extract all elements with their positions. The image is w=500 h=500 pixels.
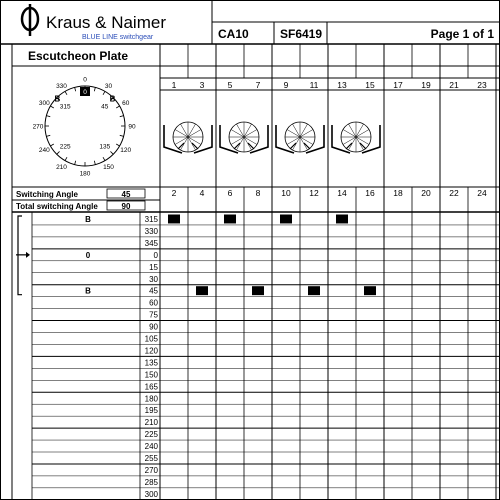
position-angle: 195 [144,406,158,416]
position-angle: 0 [153,250,158,260]
terminal-bottom-label: 2 [171,188,177,198]
contact-closed-mark [336,215,348,224]
contact-closed-mark [196,286,208,295]
switching-angle-value: 45 [121,190,131,199]
position-angle: 135 [144,358,158,368]
type-code: CA10 [218,27,249,41]
dial-position-label: B [54,94,61,104]
contact-closed-mark [224,215,236,224]
dial-inner-label: 315 [59,103,71,111]
contact-closed-mark [168,215,180,224]
dial-angle-label: 30 [104,82,113,90]
position-angle: 225 [144,430,158,440]
position-angle: 60 [149,298,158,308]
terminal-top-label: 17 [393,80,403,90]
cam-contact-symbol [164,122,212,153]
position-angle: 75 [149,310,158,320]
position-angle: 150 [144,370,158,380]
dial-angle-label: 300 [38,100,50,107]
terminal-top-label: 1 [171,80,177,90]
position-angle: 30 [149,274,158,284]
terminal-bottom-label: 14 [337,188,347,198]
page-indicator: Page 1 of 1 [430,27,494,41]
position-angle: 300 [144,489,158,499]
position-angle: 330 [144,226,158,236]
position-angle: 180 [144,394,158,404]
contact-closed-mark [364,286,376,295]
position-angle: 45 [149,286,158,296]
terminal-top-label: 21 [449,80,459,90]
total-angle-value: 90 [121,202,131,211]
dial-angle-label: 150 [103,164,114,172]
dial-inner-label: 135 [99,143,111,151]
position-angle: 210 [144,418,158,428]
terminal-bottom-label: 12 [309,188,319,198]
terminal-top-label: 15 [365,80,375,90]
terminal-bottom-label: 16 [365,188,375,198]
zero-position-arrowhead [26,252,30,258]
terminal-top-label: 7 [255,80,261,90]
drawing-number: SF6419 [280,27,323,41]
terminal-bottom-label: 18 [393,188,403,198]
position-angle: 240 [144,442,158,452]
dial-angle-label: 60 [122,100,130,107]
dial-angle-label: 180 [79,170,91,178]
terminal-top-label: 5 [227,80,233,90]
position-label: 0 [85,250,91,260]
brand-name: Kraus & Naimer [46,13,166,32]
dial-angle-label: 120 [120,147,132,154]
dial-position-label: B [109,94,116,104]
terminal-bottom-label: 6 [227,188,233,198]
cam-contact-symbol [220,122,268,153]
terminal-bottom-label: 22 [449,188,459,198]
position-angle: 345 [144,238,158,248]
contact-grid [16,44,500,500]
terminal-top-label: 23 [477,80,487,90]
terminal-top-label: 11 [309,80,319,90]
dial-angle-label: 210 [56,164,67,172]
position-label: B [85,215,91,224]
contact-closed-mark [252,286,264,295]
dial-inner-label: 225 [59,143,71,151]
dial-angle-label: 90 [128,123,136,131]
terminal-bottom-label: 4 [199,188,205,198]
escutcheon-dial [33,77,136,178]
dial-angle-label: 270 [32,123,44,131]
position-angle: 165 [144,382,158,392]
position-angle: 90 [149,322,158,332]
dial-inner-label: 45 [101,103,109,111]
position-angle: 270 [144,465,158,475]
terminal-top-label: 3 [199,80,205,90]
terminal-top-label: 19 [421,80,431,90]
contact-closed-mark [280,215,292,224]
total-angle-label: Total switching Angle [16,202,98,211]
brand-tagline: BLUE LINE switchgear [82,34,154,41]
position-angle: 15 [149,262,158,272]
dial-angle-label: 240 [38,147,50,154]
position-angle: 315 [144,215,158,224]
position-angle: 285 [144,477,158,487]
dial-pointer-label: 0 [83,89,87,96]
terminal-bottom-label: 24 [477,188,487,198]
dial-angle-label: 330 [56,82,67,90]
contact-closed-mark [308,286,320,295]
position-angle: 255 [144,454,158,463]
cam-contact-symbol [276,122,324,153]
kraus-naimer-logo [22,4,38,36]
dial-angle-label: 0 [83,76,87,84]
escutcheon-title: Escutcheon Plate [28,49,129,63]
terminal-top-label: 9 [283,80,289,90]
switching-angle-label: Switching Angle [16,190,78,199]
position-label: B [85,286,91,296]
terminal-bottom-label: 20 [421,188,431,198]
terminal-top-label: 13 [337,80,347,90]
cam-contact-symbol [332,122,380,153]
position-angle: 105 [144,334,158,344]
terminal-bottom-label: 10 [281,188,291,198]
terminal-bottom-label: 8 [255,188,261,198]
position-angle: 120 [144,346,158,356]
